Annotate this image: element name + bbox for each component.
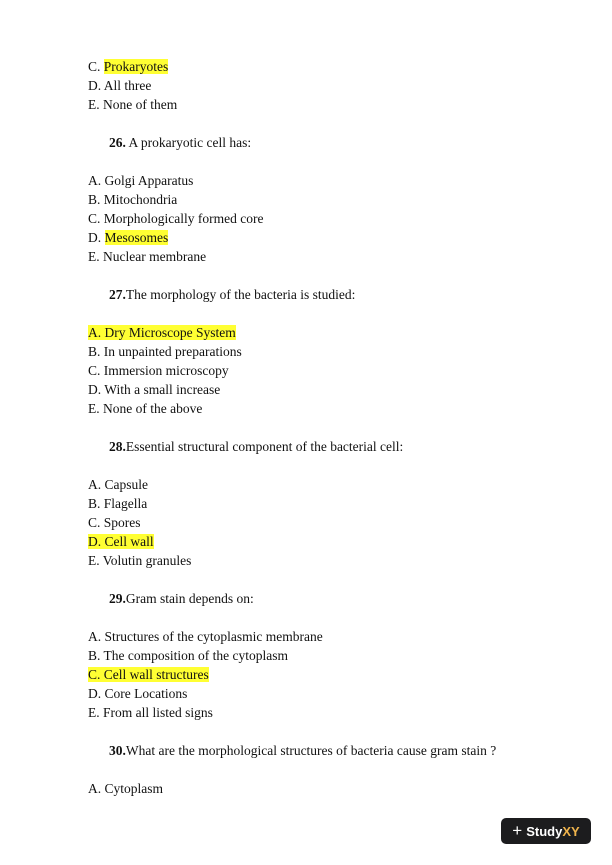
q28-option-c: C. Spores (88, 515, 141, 530)
q27-option-e: E. None of the above (88, 401, 203, 416)
logo-xy: XY (562, 823, 580, 839)
highlighted-answer: Mesosomes (104, 230, 169, 245)
q29-option-d: D. Core Locations (88, 686, 188, 701)
q26-option-b: B. Mitochondria (88, 192, 178, 207)
q27-option-d: D. With a small increase (88, 382, 221, 397)
question-text: The morphology of the bacteria is studied: (125, 287, 356, 302)
question-number: 29. (109, 591, 126, 606)
highlighted-answer: C. Cell wall structures (88, 667, 209, 682)
highlighted-answer: Prokaryotes (103, 59, 169, 74)
question-text: A prokaryotic cell has: (125, 135, 252, 150)
q30-question (109, 743, 496, 759)
q29-option-a: A. Structures of the cytoplasmic membrane (88, 629, 323, 644)
highlighted-answer: D. Cell wall (88, 534, 154, 549)
highlighted-answer: A. Dry Microscope System (88, 325, 236, 340)
question-number: 28. (109, 439, 126, 454)
q25-option-c (88, 59, 168, 75)
q28-option-b: B. Flagella (88, 496, 148, 511)
q25-option-e: E. None of them (88, 97, 178, 112)
q27-option-b: B. In unpainted preparations (88, 344, 242, 359)
option-prefix: C. (88, 59, 104, 74)
q27-option-a (88, 325, 236, 341)
q28-option-d (88, 534, 154, 550)
option-prefix: D. (88, 230, 105, 245)
q26-question (109, 135, 251, 151)
plus-icon: + (512, 820, 523, 840)
q26-option-d (88, 230, 168, 246)
q29-option-e: E. From all listed signs (88, 705, 213, 720)
q25-option-d: D. All three (88, 78, 152, 93)
q29-question (109, 591, 254, 607)
question-number: 27. (109, 287, 126, 302)
question-number: 26. (109, 135, 126, 150)
question-number: 30. (109, 743, 126, 758)
q26-option-a: A. Golgi Apparatus (88, 173, 194, 188)
q26-option-c: C. Morphologically formed core (88, 211, 264, 226)
q29-option-c (88, 667, 209, 683)
q27-question (109, 287, 355, 303)
logo-study: Study (526, 823, 563, 839)
q28-question (109, 439, 403, 455)
q30-option-a: A. Cytoplasm (88, 781, 164, 796)
q28-option-e: E. Volutin granules (88, 553, 192, 568)
question-text: Gram stain depends on: (125, 591, 254, 606)
q27-option-c: C. Immersion microscopy (88, 363, 229, 378)
question-text: Essential structural component of the bacterial cell: (125, 439, 404, 454)
studyxy-logo[interactable] (501, 818, 591, 844)
q26-option-e: E. Nuclear membrane (88, 249, 207, 264)
q28-option-a: A. Capsule (88, 477, 148, 492)
q29-option-b: B. The composition of the cytoplasm (88, 648, 288, 663)
question-text: What are the morphological structures of bacteria cause gram stain ? (125, 743, 497, 758)
logo-text (526, 824, 579, 839)
